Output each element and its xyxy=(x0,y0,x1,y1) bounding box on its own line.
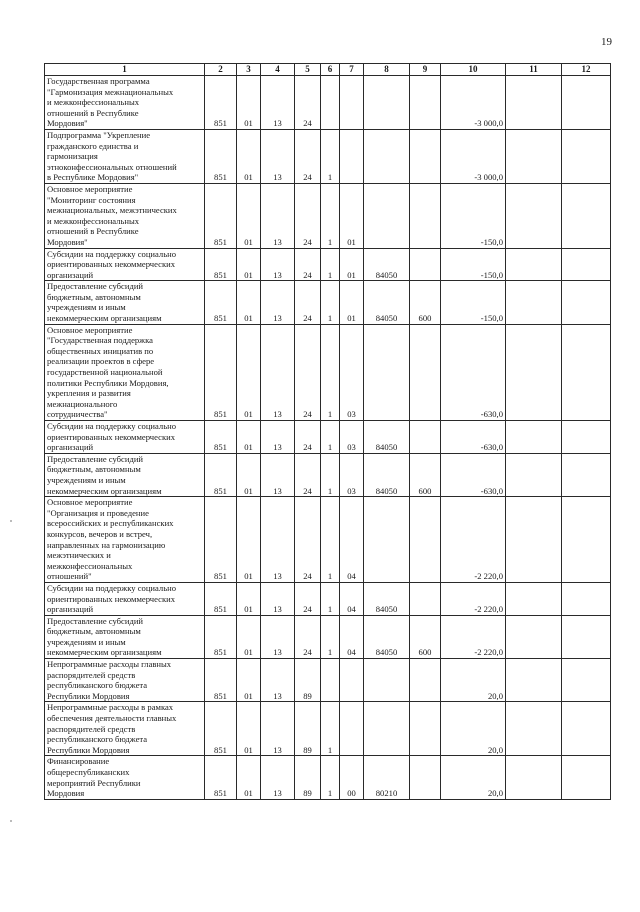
row-value-cell xyxy=(364,659,410,702)
table-row xyxy=(45,248,611,281)
header-cell: 9 xyxy=(410,64,441,76)
row-value-cell xyxy=(506,324,562,420)
row-value-cell xyxy=(506,497,562,583)
row-value-cell xyxy=(506,76,562,130)
row-value-cell: 20,0 xyxy=(441,659,506,702)
row-value-cell xyxy=(562,497,611,583)
row-value-cell xyxy=(562,582,611,615)
header-cell: 8 xyxy=(364,64,410,76)
row-value-cell xyxy=(410,702,441,756)
row-value-cell: 89 xyxy=(295,659,321,702)
row-value-cell xyxy=(340,76,364,130)
row-value-cell: 1 xyxy=(321,453,340,496)
header-cell: 1 xyxy=(45,64,205,76)
scan-mark xyxy=(10,820,12,822)
row-value-cell: 04 xyxy=(340,615,364,658)
table-row xyxy=(45,702,611,756)
row-value-cell xyxy=(364,183,410,248)
header-cell: 12 xyxy=(562,64,611,76)
row-value-cell: 01 xyxy=(237,702,261,756)
header-row xyxy=(45,64,611,76)
row-value-cell: -2 220,0 xyxy=(441,615,506,658)
row-value-cell: 03 xyxy=(340,421,364,454)
row-value-cell xyxy=(410,248,441,281)
row-value-cell: 851 xyxy=(205,281,237,324)
row-value-cell: 1 xyxy=(321,183,340,248)
row-value-cell: 13 xyxy=(261,324,295,420)
row-value-cell xyxy=(364,76,410,130)
row-value-cell: 24 xyxy=(295,129,321,183)
header-cell: 3 xyxy=(237,64,261,76)
row-value-cell: 1 xyxy=(321,615,340,658)
header-cell: 7 xyxy=(340,64,364,76)
row-name-cell: Государственная программа "Гармонизация межнациональных и межконфессиональных отношений в Республике Мордовия" xyxy=(45,76,205,130)
row-value-cell: 851 xyxy=(205,129,237,183)
row-value-cell: 1 xyxy=(321,281,340,324)
row-value-cell: 851 xyxy=(205,453,237,496)
row-value-cell xyxy=(321,659,340,702)
row-value-cell: 84050 xyxy=(364,421,410,454)
row-value-cell: 01 xyxy=(237,615,261,658)
row-value-cell: 13 xyxy=(261,421,295,454)
row-value-cell: -630,0 xyxy=(441,421,506,454)
row-value-cell xyxy=(506,421,562,454)
row-value-cell xyxy=(410,756,441,799)
table-row xyxy=(45,615,611,658)
row-value-cell: 24 xyxy=(295,421,321,454)
row-value-cell: 24 xyxy=(295,248,321,281)
header-cell: 2 xyxy=(205,64,237,76)
table-row xyxy=(45,324,611,420)
row-value-cell xyxy=(562,248,611,281)
table-row xyxy=(45,659,611,702)
row-value-cell: 01 xyxy=(237,421,261,454)
row-value-cell: 24 xyxy=(295,324,321,420)
row-value-cell: 851 xyxy=(205,582,237,615)
row-value-cell: 89 xyxy=(295,702,321,756)
header-cell: 4 xyxy=(261,64,295,76)
table-row xyxy=(45,582,611,615)
table-row xyxy=(45,281,611,324)
table-row xyxy=(45,756,611,799)
row-value-cell: 13 xyxy=(261,129,295,183)
row-value-cell: 01 xyxy=(340,281,364,324)
row-value-cell: 13 xyxy=(261,582,295,615)
row-value-cell: 03 xyxy=(340,453,364,496)
row-value-cell: 600 xyxy=(410,453,441,496)
row-value-cell xyxy=(364,497,410,583)
row-value-cell: 01 xyxy=(237,183,261,248)
row-value-cell: 600 xyxy=(410,615,441,658)
row-value-cell: 13 xyxy=(261,659,295,702)
row-value-cell: 600 xyxy=(410,281,441,324)
row-value-cell: 04 xyxy=(340,582,364,615)
table-row xyxy=(45,497,611,583)
row-value-cell: 01 xyxy=(237,659,261,702)
row-value-cell: 01 xyxy=(340,183,364,248)
row-value-cell xyxy=(506,756,562,799)
row-value-cell xyxy=(562,659,611,702)
row-name-cell: Основное мероприятие "Государственная поддержка общественных инициатив по реализации проектов в сфере государственной национальной политики Республики Мордовия, укрепления и развития межнационального сотрудничества" xyxy=(45,324,205,420)
table-row xyxy=(45,129,611,183)
row-value-cell: 24 xyxy=(295,76,321,130)
row-value-cell xyxy=(562,281,611,324)
row-value-cell: -150,0 xyxy=(441,183,506,248)
row-name-cell: Подпрограмма "Укрепление гражданского единства и гармонизация этноконфессиональных отношений в Республике Мордовия" xyxy=(45,129,205,183)
row-value-cell xyxy=(562,183,611,248)
row-value-cell: 01 xyxy=(237,129,261,183)
row-value-cell xyxy=(340,129,364,183)
row-value-cell: 13 xyxy=(261,453,295,496)
row-value-cell: -150,0 xyxy=(441,281,506,324)
row-value-cell xyxy=(410,324,441,420)
row-value-cell xyxy=(506,453,562,496)
row-value-cell: 80210 xyxy=(364,756,410,799)
row-value-cell: 84050 xyxy=(364,582,410,615)
row-value-cell: 1 xyxy=(321,129,340,183)
row-name-cell: Предоставление субсидий бюджетным, автономным учреждениям и иным некоммерческим организациям xyxy=(45,615,205,658)
row-value-cell: 01 xyxy=(237,497,261,583)
row-value-cell: 01 xyxy=(237,582,261,615)
table-row xyxy=(45,453,611,496)
row-value-cell xyxy=(506,129,562,183)
row-value-cell: 851 xyxy=(205,76,237,130)
row-value-cell xyxy=(506,183,562,248)
row-value-cell: 89 xyxy=(295,756,321,799)
row-value-cell: 1 xyxy=(321,702,340,756)
row-value-cell xyxy=(506,248,562,281)
row-value-cell: 851 xyxy=(205,248,237,281)
row-value-cell: -630,0 xyxy=(441,453,506,496)
row-value-cell xyxy=(506,281,562,324)
header-cell: 10 xyxy=(441,64,506,76)
row-value-cell: -3 000,0 xyxy=(441,76,506,130)
table-body xyxy=(45,76,611,800)
row-name-cell: Субсидии на поддержку социально ориентированных некоммерческих организаций xyxy=(45,582,205,615)
row-value-cell: 1 xyxy=(321,756,340,799)
row-value-cell xyxy=(506,582,562,615)
row-value-cell xyxy=(506,659,562,702)
row-value-cell: 24 xyxy=(295,183,321,248)
row-name-cell: Предоставление субсидий бюджетным, автономным учреждениям и иным некоммерческим организациям xyxy=(45,281,205,324)
row-value-cell: -2 220,0 xyxy=(441,582,506,615)
row-value-cell: 04 xyxy=(340,497,364,583)
row-value-cell: 13 xyxy=(261,615,295,658)
row-value-cell xyxy=(410,129,441,183)
row-value-cell: 01 xyxy=(237,453,261,496)
row-value-cell xyxy=(410,582,441,615)
row-value-cell xyxy=(562,76,611,130)
row-value-cell xyxy=(562,129,611,183)
header-cell: 6 xyxy=(321,64,340,76)
row-value-cell xyxy=(410,183,441,248)
row-value-cell: 13 xyxy=(261,183,295,248)
row-value-cell: 84050 xyxy=(364,453,410,496)
row-value-cell: 851 xyxy=(205,756,237,799)
row-name-cell: Предоставление субсидий бюджетным, автономным учреждениям и иным некоммерческим организациям xyxy=(45,453,205,496)
row-value-cell: 851 xyxy=(205,324,237,420)
table-row xyxy=(45,76,611,130)
row-name-cell: Основное мероприятие "Организация и проведение всероссийских и республиканских конкурсов, вечеров и встреч, направленных на гармонизацию межэтнических и межконфессиональных отношений" xyxy=(45,497,205,583)
row-name-cell: Субсидии на поддержку социально ориентированных некоммерческих организаций xyxy=(45,248,205,281)
row-value-cell: 13 xyxy=(261,248,295,281)
table-row xyxy=(45,421,611,454)
row-name-cell: Непрограммные расходы главных распорядителей средств республиканского бюджета Республики Мордовия xyxy=(45,659,205,702)
row-value-cell: 01 xyxy=(237,756,261,799)
row-name-cell: Субсидии на поддержку социально ориентированных некоммерческих организаций xyxy=(45,421,205,454)
row-value-cell xyxy=(340,702,364,756)
page-number: 19 xyxy=(601,36,612,48)
row-name-cell: Финансирование общереспубликанских мероприятий Республики Мордовия xyxy=(45,756,205,799)
row-value-cell: 851 xyxy=(205,421,237,454)
row-value-cell: 24 xyxy=(295,497,321,583)
row-name-cell: Непрограммные расходы в рамках обеспечения деятельности главных распорядителей средств республиканского бюджета Республики Мордовия xyxy=(45,702,205,756)
row-value-cell: 03 xyxy=(340,324,364,420)
row-value-cell xyxy=(364,324,410,420)
row-value-cell xyxy=(410,497,441,583)
row-value-cell xyxy=(562,702,611,756)
row-value-cell: 13 xyxy=(261,497,295,583)
row-value-cell: 851 xyxy=(205,659,237,702)
row-value-cell: 01 xyxy=(237,76,261,130)
row-value-cell: 851 xyxy=(205,615,237,658)
scan-mark xyxy=(10,520,12,522)
row-value-cell: 84050 xyxy=(364,281,410,324)
row-value-cell: 851 xyxy=(205,497,237,583)
row-value-cell xyxy=(506,615,562,658)
row-value-cell xyxy=(340,659,364,702)
row-value-cell xyxy=(410,76,441,130)
row-value-cell: 24 xyxy=(295,281,321,324)
row-value-cell: -630,0 xyxy=(441,324,506,420)
row-value-cell: 24 xyxy=(295,615,321,658)
row-value-cell: 01 xyxy=(340,248,364,281)
row-value-cell: 00 xyxy=(340,756,364,799)
row-name-cell: Основное мероприятие "Мониторинг состояния межнациональных, межэтнических и межконфессиональных отношений в Республике Мордовия" xyxy=(45,183,205,248)
row-value-cell xyxy=(364,129,410,183)
row-value-cell: -2 220,0 xyxy=(441,497,506,583)
row-value-cell: 13 xyxy=(261,76,295,130)
row-value-cell: 1 xyxy=(321,497,340,583)
row-value-cell: 24 xyxy=(295,453,321,496)
row-value-cell xyxy=(562,324,611,420)
row-value-cell xyxy=(364,702,410,756)
row-value-cell: -150,0 xyxy=(441,248,506,281)
row-value-cell: 851 xyxy=(205,183,237,248)
row-value-cell: 24 xyxy=(295,582,321,615)
table-row xyxy=(45,183,611,248)
row-value-cell: 1 xyxy=(321,582,340,615)
row-value-cell xyxy=(562,453,611,496)
row-value-cell: 01 xyxy=(237,324,261,420)
row-value-cell: 1 xyxy=(321,248,340,281)
budget-table xyxy=(44,63,611,800)
row-value-cell: 01 xyxy=(237,281,261,324)
row-value-cell xyxy=(410,421,441,454)
row-value-cell: 84050 xyxy=(364,248,410,281)
row-value-cell: -3 000,0 xyxy=(441,129,506,183)
row-value-cell xyxy=(410,659,441,702)
row-value-cell xyxy=(562,756,611,799)
row-value-cell: 13 xyxy=(261,702,295,756)
row-value-cell: 1 xyxy=(321,324,340,420)
row-value-cell xyxy=(321,76,340,130)
row-value-cell: 20,0 xyxy=(441,756,506,799)
row-value-cell xyxy=(562,421,611,454)
row-value-cell: 851 xyxy=(205,702,237,756)
header-cell: 5 xyxy=(295,64,321,76)
row-value-cell: 20,0 xyxy=(441,702,506,756)
row-value-cell: 13 xyxy=(261,281,295,324)
header-cell: 11 xyxy=(506,64,562,76)
row-value-cell xyxy=(506,702,562,756)
row-value-cell: 01 xyxy=(237,248,261,281)
row-value-cell: 84050 xyxy=(364,615,410,658)
row-value-cell: 13 xyxy=(261,756,295,799)
row-value-cell xyxy=(562,615,611,658)
row-value-cell: 1 xyxy=(321,421,340,454)
